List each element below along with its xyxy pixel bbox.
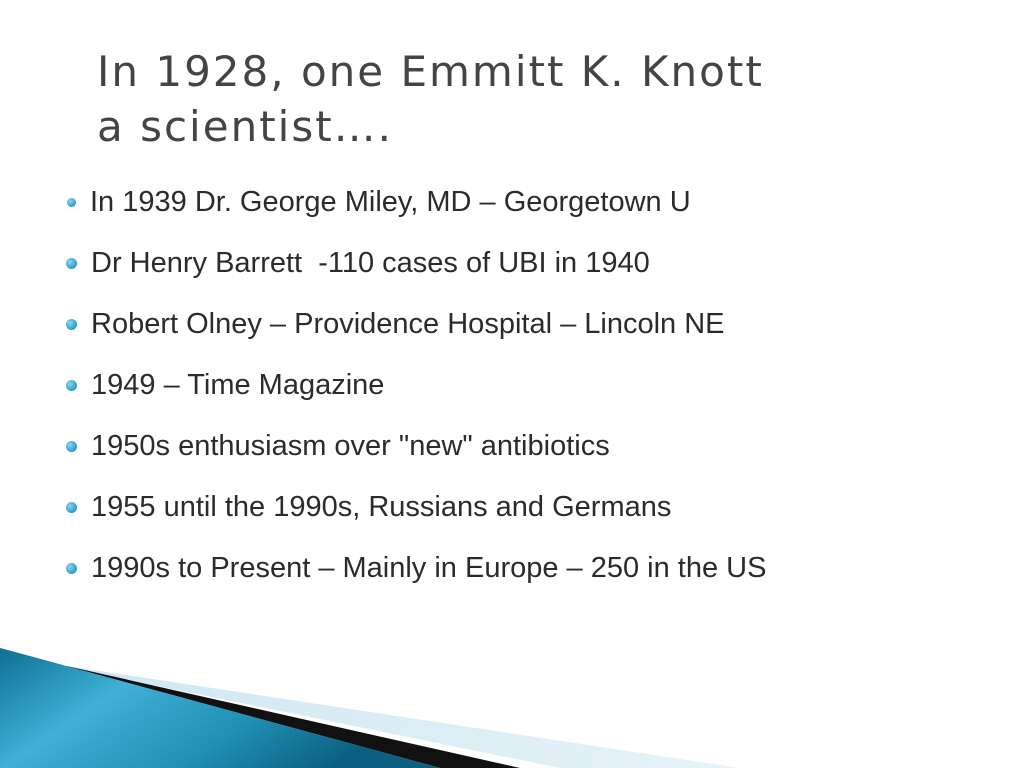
bullet-text: 1990s to Present – Mainly in Europe – 250 in the US — [91, 552, 767, 584]
bullet-dot-icon — [66, 441, 77, 452]
bullet-dot-icon — [66, 380, 77, 391]
bullet-dot-icon — [66, 319, 77, 330]
bullet-item — [64, 172, 1004, 233]
bullet-dot-icon — [66, 258, 77, 269]
slide-title-line-1: In 1928, one Emmitt K. Knott — [97, 47, 764, 96]
slide-title-line-2: a scientist…. — [97, 102, 394, 151]
bullet-text: In 1939 Dr. George Miley, MD – Georgetown U — [90, 186, 691, 218]
bullet-item — [64, 233, 1004, 294]
slide-title — [97, 44, 977, 154]
bullet-text: Robert Olney – Providence Hospital – Lincoln NE — [91, 308, 725, 340]
bullet-dot-icon — [66, 563, 77, 574]
bullet-text: 1955 until the 1990s, Russians and Germans — [91, 491, 672, 523]
bullet-text: 1950s enthusiasm over "new" antibiotics — [91, 430, 610, 462]
swoosh-teal-band — [0, 648, 440, 768]
bullet-text: 1949 – Time Magazine — [91, 369, 385, 401]
bullet-dot-icon — [67, 198, 76, 207]
bullet-dot-icon — [66, 502, 77, 513]
bullet-item — [64, 355, 1004, 416]
bullet-item — [64, 294, 1004, 355]
bullet-item — [64, 416, 1004, 477]
bullet-item — [64, 477, 1004, 538]
bullet-text: Dr Henry Barrett -110 cases of UBI in 1940 — [91, 247, 650, 279]
bullet-list — [64, 172, 1004, 599]
bullet-item — [64, 538, 1004, 599]
corner-swoosh-decoration — [0, 600, 1024, 768]
